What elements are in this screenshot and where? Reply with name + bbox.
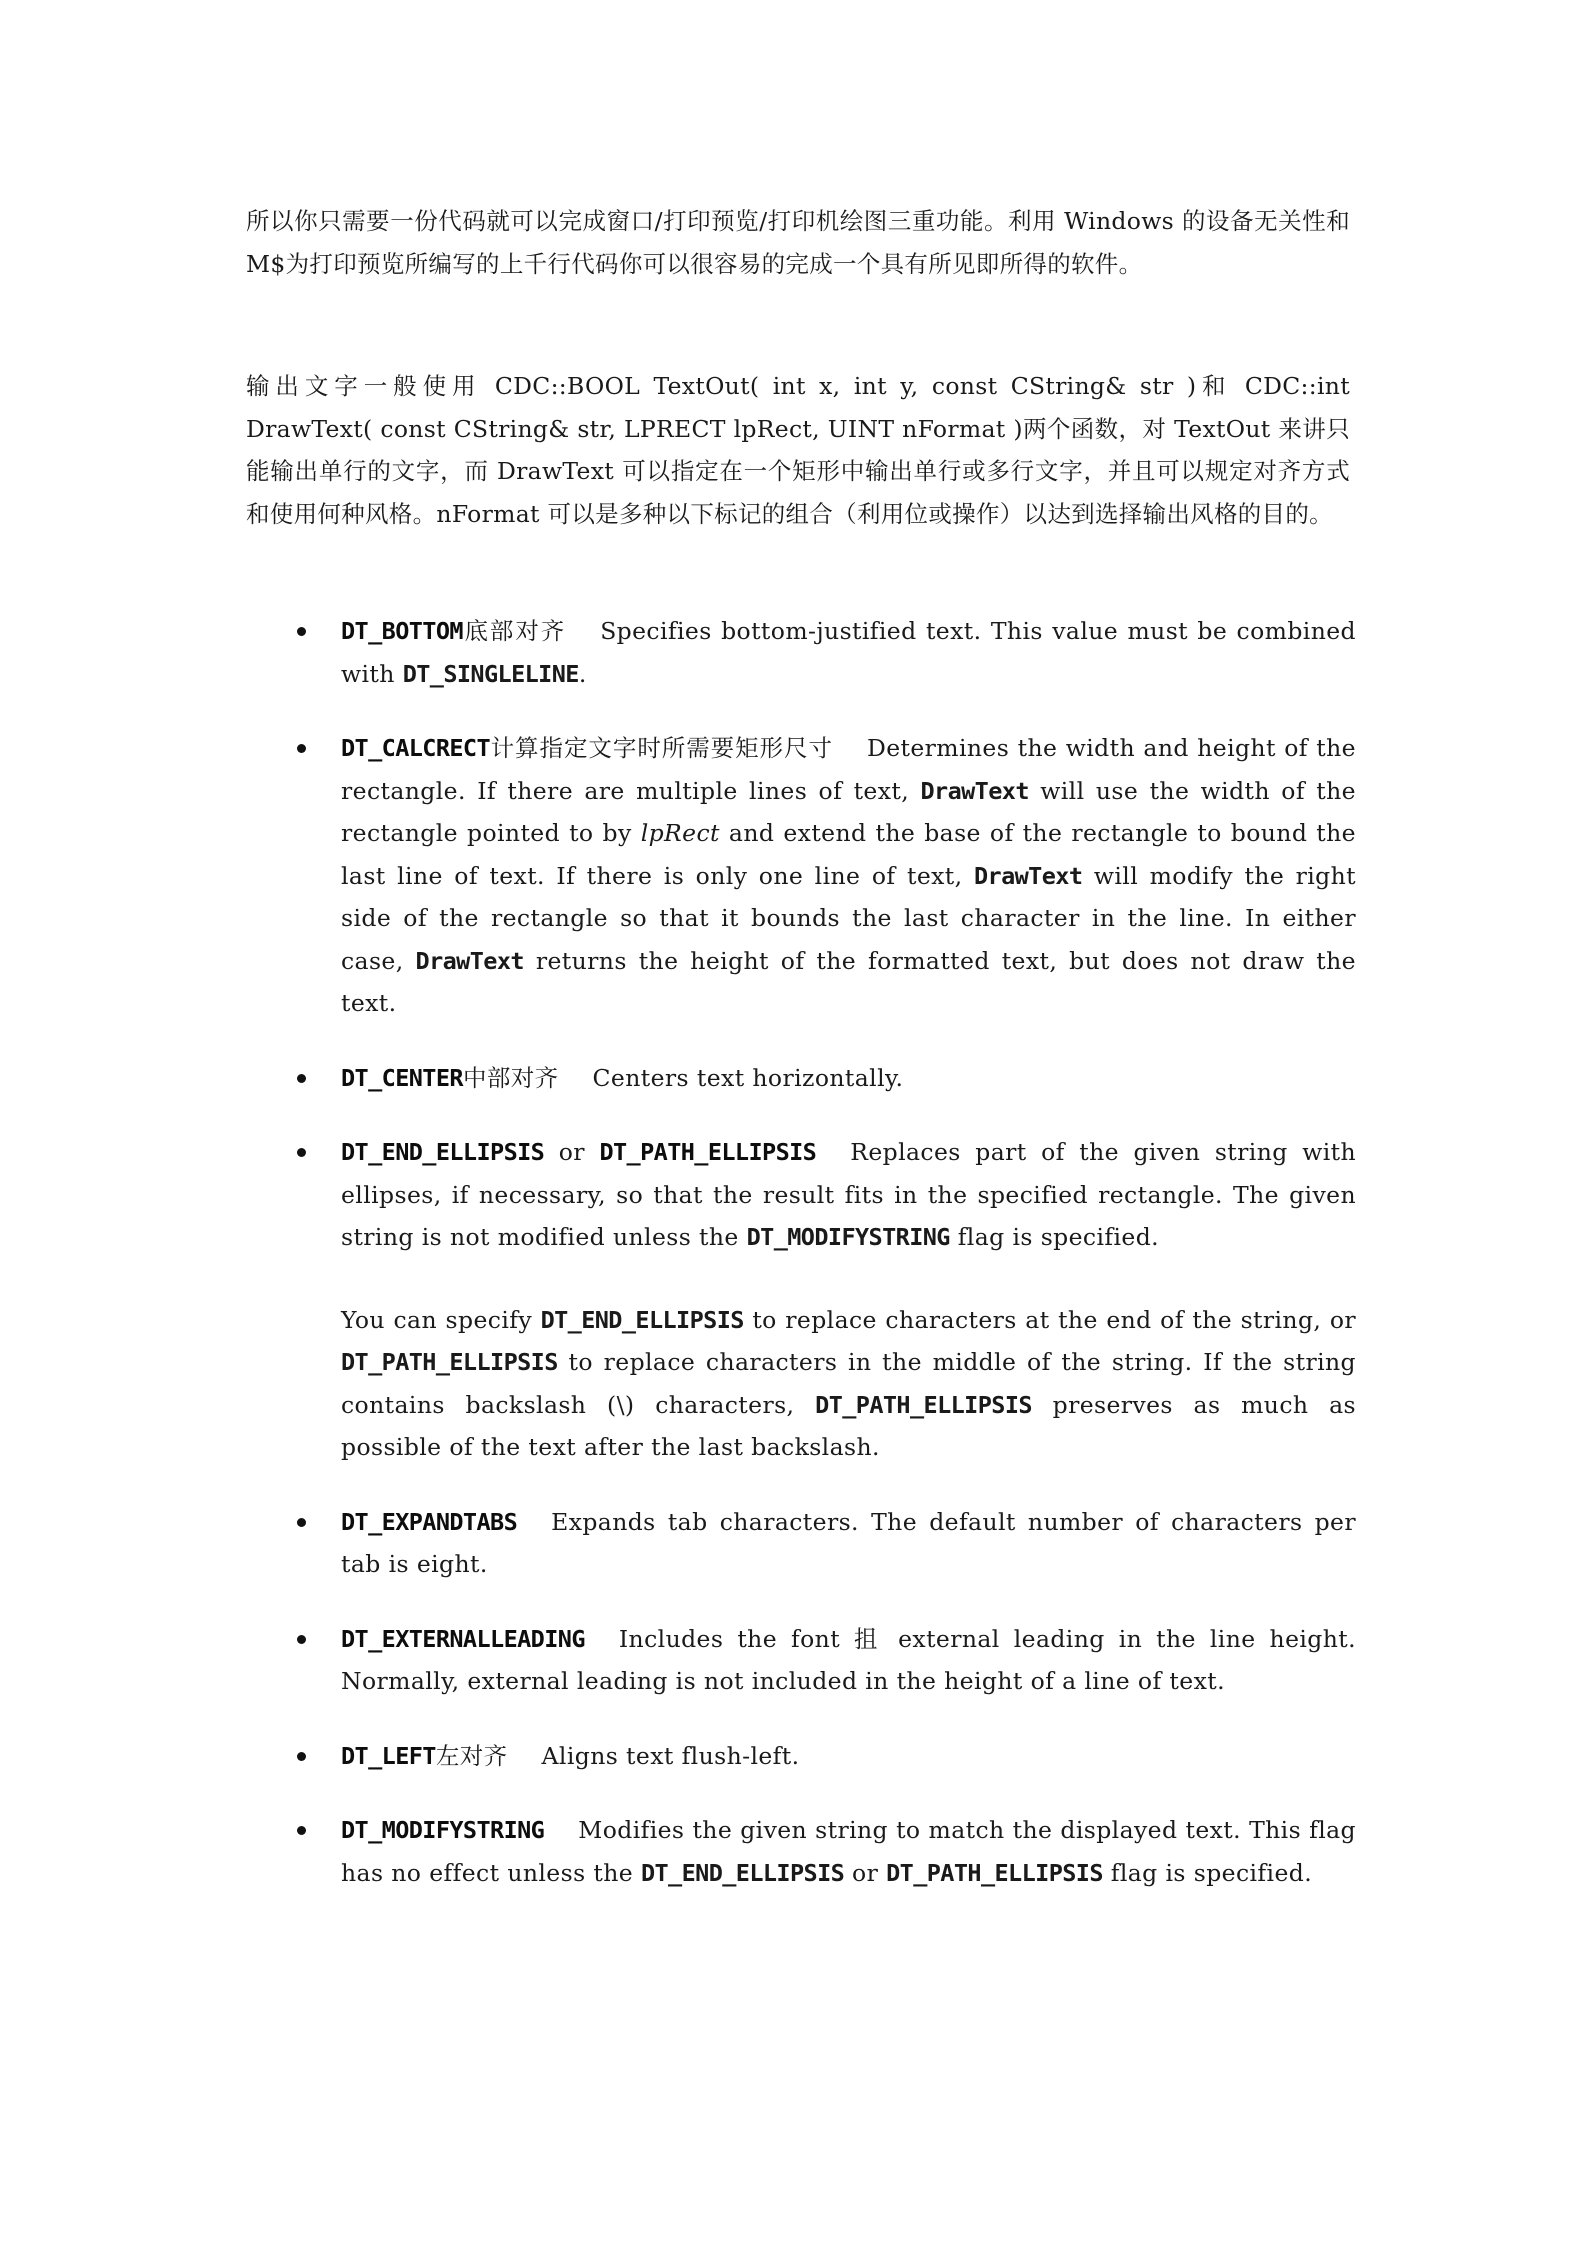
flag-sub-paragraph: You can specify DT_END_ELLIPSIS to replace characters at the end of the string, or DT_PATH_ELLIPSIS to replace characters in the middle of the string. If the string contains backslash (\) characters, DT_PATH_ELLIPSIS preserves as much as possible of the text after the last backslash. (341, 1305, 1357, 1461)
flag-chinese-label: 计算指定文字时所需要矩形尺寸 (490, 734, 833, 762)
flag-description: Replaces part of the given string with ellipses, if necessary, so that the result fits in the specified rectangle. The given string is not modified unless the (341, 1138, 1357, 1251)
list-item-dt-calcrect: DT_CALCRECT计算指定文字时所需要矩形尺寸 Determines the width and height of the rectangle. If there are multiple lines of text, DrawText will use the width of the rectangle pointed to by lpRect and extend the base of the rectangle to bound the last line of text. If there is only one line of text, DrawText will modify the right side of the rectangle so that it bounds the last character in the line. In either case, DrawText returns the height of the formatted text, but does not draw the text. (246, 727, 1356, 1025)
list-item-dt-bottom: DT_BOTTOM底部对齐 Specifies bottom-justified text. This value must be combined with DT_SINGLELINE. (246, 610, 1356, 695)
flag-name: DT_MODIFYSTRING (341, 1816, 545, 1844)
list-item-dt-center (246, 1057, 1356, 1100)
flag-name: DT_END_ELLIPSIS (341, 1138, 545, 1166)
function-reference: DrawText (973, 861, 1083, 890)
bullet-icon (297, 627, 306, 636)
flag-reference: DT_PATH_ELLIPSIS (886, 1858, 1103, 1887)
flag-name: DT_LEFT (341, 1741, 436, 1770)
flag-name: DT_EXTERNALLEADING (341, 1624, 585, 1653)
flag-chinese-label: 中部对齐 (462, 1063, 559, 1092)
bullet-icon (297, 1148, 306, 1157)
list-item-dt-left (246, 1735, 1356, 1778)
flag-name-alt: DT_PATH_ELLIPSIS (599, 1138, 817, 1166)
flag-description: Centers text horizontally. (592, 1063, 904, 1092)
flag-reference: DT_MODIFYSTRING (746, 1223, 950, 1251)
flag-description: Determines the width and height of the rectangle. If there are multiple lines of text, (341, 734, 1356, 805)
flag-description: Modifies the given string to match the displayed text. This flag has no effect unless the (341, 1816, 1356, 1887)
flag-name: DT_EXPANDTABS (341, 1507, 518, 1536)
list-item-dt-externalleading (246, 1618, 1356, 1703)
bullet-icon (297, 1635, 306, 1644)
bullet-icon (297, 1752, 306, 1761)
intro-paragraph-2: 输出文字一般使用 CDC::BOOL TextOut( int x, int y, const CString& str )和 CDC::int DrawText( const CString& str, LPRECT lpRect, UINT nFormat )两个函数，对 TextOut 来讲只能输出单行的文字，而 DrawText 可以指定在一个矩形中输出单行或多行文字，并且可以规定对齐方式和使用何种风格。nFormat 可以是多种以下标记的组合（利用位或操作）以达到选择输出风格的目的。 (246, 372, 1350, 528)
list-item-dt-end-ellipsis: DT_END_ELLIPSIS or DT_PATH_ELLIPSIS Replaces part of the given string with ellipses, if necessary, so that the result fits in the specified rectangle. The given string is not modified unless the DT_MODIFYSTRING flag is specified. You can specify DT_END_ELLIPSIS to replace characters at the end of the string, or DT_PATH_ELLIPSIS to replace characters in the middle of the string. If the string contains backslash (\) characters, DT_PATH_ELLIPSIS preserves as much as possible of the text after the last backslash. (246, 1131, 1356, 1469)
format-flag-list (246, 610, 1356, 1926)
flag-chinese-label: 底部对齐 (462, 617, 567, 645)
bullet-icon (297, 744, 306, 753)
bullet-icon (297, 1518, 306, 1527)
parameter-reference: lpRect (640, 819, 720, 847)
flag-name: DT_CENTER (341, 1063, 463, 1092)
flag-description: Expands tab characters. The default number of characters per tab is eight. (341, 1507, 1356, 1578)
flag-description: Aligns text flush-left. (541, 1741, 800, 1770)
bullet-icon (297, 1826, 306, 1835)
intro-paragraph-1: 所以你只需要一份代码就可以完成窗口/打印预览/打印机绘图三重功能。利用 Windows 的设备无关性和 M$为打印预览所编写的上千行代码你可以很容易的完成一个具有所见即所得的软件。 (246, 207, 1350, 278)
flag-reference: DT_PATH_ELLIPSIS (341, 1348, 558, 1376)
bullet-icon (297, 1074, 306, 1083)
function-reference: DrawText (920, 776, 1029, 805)
flag-chinese-label: 左对齐 (435, 1741, 508, 1770)
flag-reference: DT_PATH_ELLIPSIS (815, 1390, 1032, 1419)
flag-name: DT_BOTTOM (341, 617, 463, 645)
function-reference: DrawText (415, 946, 524, 975)
flag-reference: DT_SINGLELINE (402, 659, 579, 688)
flag-reference: DT_END_ELLIPSIS (540, 1305, 744, 1334)
list-item-dt-modifystring: DT_MODIFYSTRING Modifies the given string to match the displayed text. This flag has no effect unless the DT_END_ELLIPSIS or DT_PATH_ELLIPSIS flag is specified. (246, 1809, 1356, 1894)
flag-name: DT_CALCRECT (341, 734, 491, 762)
flag-description: Specifies bottom-justified text. This value must be combined with (341, 617, 1356, 688)
flag-description: Includes the font 抯 external leading in the line height. Normally, external leading is not included in the height of a line of text. (341, 1624, 1356, 1695)
list-item-dt-expandtabs (246, 1501, 1356, 1586)
flag-reference: DT_END_ELLIPSIS (640, 1858, 845, 1887)
